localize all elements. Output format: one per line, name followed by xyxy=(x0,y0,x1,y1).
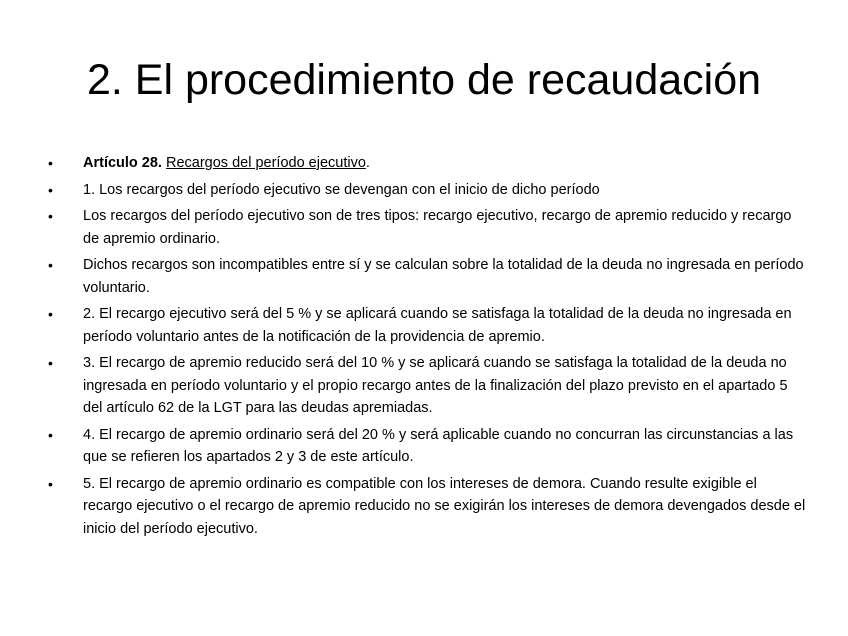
article-heading: Recargos del período ejecutivo xyxy=(166,155,366,171)
bullet-item xyxy=(48,473,808,541)
bullet-item xyxy=(48,424,808,469)
bullet-item xyxy=(48,303,808,348)
bullet-dot-icon: • xyxy=(48,155,53,171)
article-heading-end: . xyxy=(365,155,370,171)
bullet-dot-icon: • xyxy=(48,306,53,322)
bullet-text: 1. Los recargos del período ejecutivo se devengan con el inicio de dicho período xyxy=(83,181,600,198)
bullet-dot-icon: • xyxy=(48,257,53,273)
bullet-item xyxy=(48,352,808,420)
bullet-dot-icon: • xyxy=(48,208,53,224)
bullet-item xyxy=(48,205,808,250)
bullet-text: 5. El recargo de apremio ordinario es compatible con los intereses de demora. Cuando resulte exigible el recargo ejecutivo o el recargo de apremio reducido no se exigirán los intereses de demora devengados desde el inicio del período ejecutivo. xyxy=(83,475,806,537)
article-number: Artículo 28. xyxy=(83,155,162,171)
bullet-text: 3. El recargo de apremio reducido será del 10 % y se aplicará cuando se satisfaga la totalidad de la deuda no ingresada en período voluntario y el propio recargo antes de la finalización del plazo previsto en el apartado 5 del artículo 62 de la LGT para las deudas apremiadas. xyxy=(83,355,788,416)
bullet-list xyxy=(48,152,808,544)
bullet-dot-icon: • xyxy=(48,475,53,492)
bullet-item xyxy=(48,179,808,202)
bullet-text: Dichos recargos son incompatibles entre sí y se calculan sobre la totalidad de la deuda no ingresada en período voluntario. xyxy=(83,257,804,296)
bullet-text: Los recargos del período ejecutivo son de tres tipos: recargo ejecutivo, recargo de apremio reducido y recargo de apremio ordinario. xyxy=(83,208,792,247)
slide-title: 2. El procedimiento de recaudación xyxy=(86,56,762,104)
bullet-item-article xyxy=(48,152,808,175)
bullet-text: 2. El recargo ejecutivo será del 5 % y se aplicará cuando se satisfaga la totalidad de la deuda no ingresada en período voluntario antes de la notificación de la providencia de apremio. xyxy=(83,306,792,345)
bullet-dot-icon: • xyxy=(48,181,53,198)
bullet-item xyxy=(48,254,808,299)
bullet-dot-icon: • xyxy=(48,355,53,371)
bullet-dot-icon: • xyxy=(48,426,53,443)
bullet-text: 4. El recargo de apremio ordinario será del 20 % y será aplicable cuando no concurran las circunstancias a las que se refieren los apartados 2 y 3 de este artículo. xyxy=(83,426,794,465)
